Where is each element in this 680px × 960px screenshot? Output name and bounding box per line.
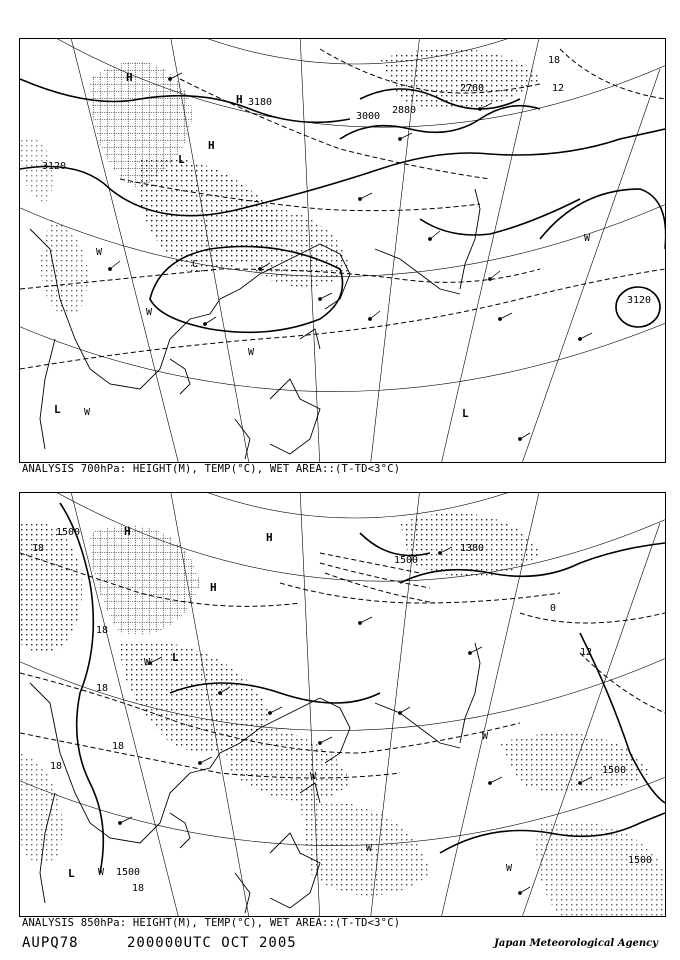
contour-label: 2760 — [460, 83, 485, 94]
warm-center: W — [84, 407, 91, 418]
map-panel-850hpa — [19, 492, 666, 917]
high-pressure-center: H — [266, 531, 273, 544]
valid-time: 200000UTC OCT 2005 — [127, 935, 297, 951]
contour-label: 0 — [550, 603, 557, 614]
high-pressure-center: H — [236, 93, 243, 106]
high-pressure-center: H — [124, 525, 131, 538]
contour-label: 18 — [96, 683, 109, 694]
contour-label: 1500 — [116, 867, 141, 878]
warm-center: W — [506, 863, 513, 874]
map-700hpa-canvas — [20, 39, 665, 462]
contour-label: 18 — [132, 883, 145, 894]
contour-label: 1380 — [460, 543, 485, 554]
contour-label: 18 — [50, 761, 63, 772]
contour-label: 18 — [32, 543, 45, 554]
agency-credit: Japan Meteorological Agency — [494, 938, 658, 949]
low-pressure-center: L — [54, 403, 61, 416]
warm-center: W — [482, 731, 489, 742]
cold-center: C — [192, 259, 199, 270]
contour-label: 3180 — [248, 97, 273, 108]
contour-label: 18 — [112, 741, 125, 752]
low-pressure-center: L — [178, 153, 185, 166]
warm-center: W — [96, 247, 103, 258]
contour-label: 2880 — [392, 105, 417, 116]
warm-center: W — [146, 307, 153, 318]
panel-caption-850hpa: ANALYSIS 850hPa: HEIGHT(M), TEMP(°C), WET AREA::(T-TD<3°C) — [22, 917, 401, 929]
wet-area-shading — [20, 513, 665, 916]
contour-label: 18 — [548, 55, 561, 66]
chart-identifier: AUPQ78 — [22, 935, 79, 951]
contour-label: 12 — [552, 83, 565, 94]
panel-caption-700hpa: ANALYSIS 700hPa: HEIGHT(M), TEMP(°C), WET AREA::(T-TD<3°C) — [22, 463, 401, 475]
warm-center: W — [366, 843, 373, 854]
contour-label: 1500 — [602, 765, 627, 776]
warm-center: W — [248, 347, 255, 358]
contour-label: 3120 — [42, 161, 67, 172]
warm-center: W — [310, 771, 317, 782]
map-panel-700hpa — [19, 38, 666, 463]
contour-label: 18 — [96, 625, 109, 636]
low-pressure-center: L — [172, 651, 179, 664]
low-pressure-center: L — [68, 867, 75, 880]
contour-label: 1500 — [56, 527, 81, 538]
map-850hpa-canvas — [20, 493, 665, 916]
warm-center: W — [144, 657, 151, 668]
high-pressure-center: H — [126, 71, 133, 84]
contour-label: 1500 — [394, 555, 419, 566]
contour-label: 3000 — [356, 111, 381, 122]
high-pressure-center: H — [208, 139, 215, 152]
high-pressure-center: H — [210, 581, 217, 594]
contour-label: 1500 — [628, 855, 653, 866]
warm-center: W — [584, 233, 591, 244]
contour-label: 3120 — [627, 295, 652, 306]
low-pressure-center: L — [462, 407, 469, 420]
contour-label: 12 — [580, 647, 593, 658]
warm-center: W — [98, 867, 105, 878]
